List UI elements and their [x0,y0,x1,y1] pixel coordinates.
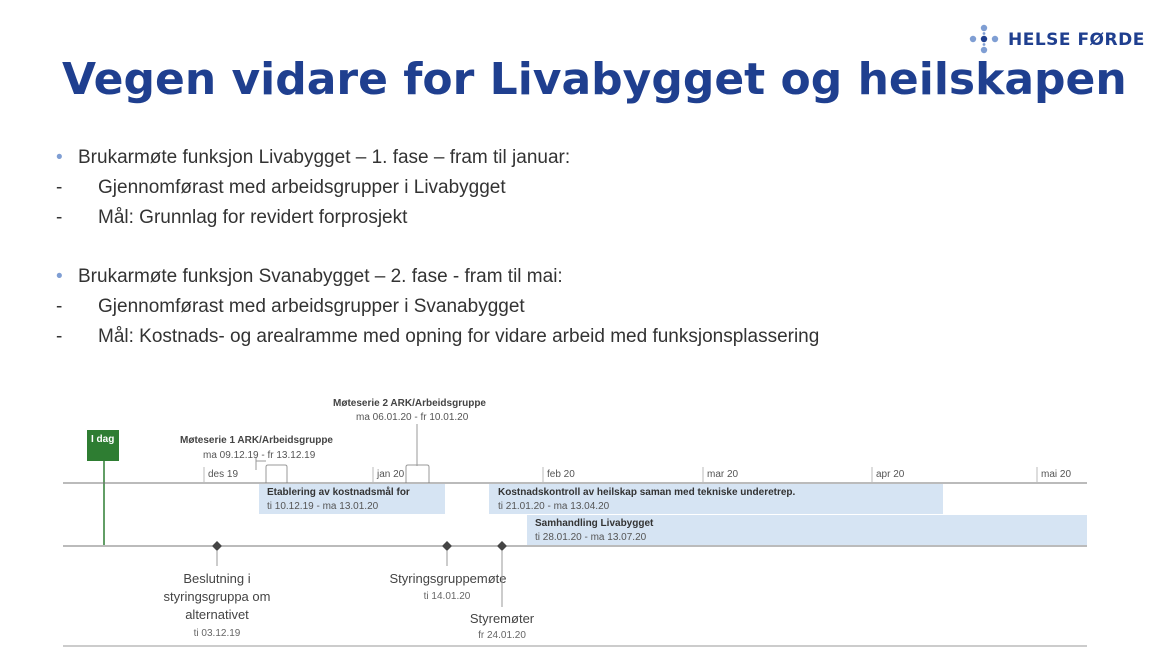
month-label: mar 20 [707,469,739,480]
list-item: - Gjennomførast med arbeidsgrupper i Svanabygget [56,296,525,317]
callout-moteserie-1 [180,435,333,483]
milestone-date: fr 24.01.20 [478,630,526,641]
section-heading: • Brukarmøte funksjon Livabygget – 1. fase – fram til januar: [56,143,570,173]
list-item: - Mål: Grunnlag for revidert forprosjekt [56,207,408,228]
month-label: jan 20 [377,469,405,480]
helse-forde-logo [968,22,1145,58]
task-title: Kostnadskontroll av heilskap saman med tekniske underetrep. [498,487,796,498]
callout-title: Møteserie 1 ARK/Arbeidsgruppe [180,435,333,446]
milestone-label: alternativet [185,607,249,622]
task-dates: ti 28.01.20 - ma 13.07.20 [535,532,647,543]
milestone-beslutning [164,541,271,639]
month-label: mai 20 [1041,469,1072,480]
section-phase-1 [56,143,570,233]
task-title: Etablering av kostnadsmål for [267,487,410,498]
task-etablering [259,484,445,514]
diamond-icon [212,541,222,551]
milestone-label: Styringsgruppemøte [389,571,507,586]
month-axis [63,467,1087,483]
callout-dates: ma 06.01.20 - fr 10.01.20 [356,412,469,423]
task-samhandling [527,515,1087,545]
milestone-label: Styremøter [469,611,535,626]
callout-dates: ma 09.12.19 - fr 13.12.19 [203,450,316,461]
milestone-styremoter [470,541,535,641]
milestone-date: ti 14.01.20 [423,591,471,602]
today-marker [87,430,119,545]
callout-title: Møteserie 2 ARK/Arbeidsgruppe [333,398,486,409]
month-label: des 19 [208,469,239,480]
section-heading: • Brukarmøte funksjon Svanabygget – 2. fase - fram til mai: [56,262,819,292]
task-kostnadskontroll [489,484,943,514]
list-item: - Mål: Kostnads- og arealramme med opning for vidare arbeid med funksjonsplassering [56,326,820,347]
bullet-icon: • [56,147,63,168]
task-title: Samhandling Livabygget [535,518,654,529]
task-dates: ti 10.12.19 - ma 13.01.20 [267,501,379,512]
month-label: feb 20 [547,469,575,480]
page-title: Vegen vidare for Livabygget og heilskapen [62,54,1127,105]
milestone-date: ti 03.12.19 [193,628,241,639]
milestone-label: styringsgruppa om [163,589,271,604]
today-label: I dag [91,434,115,445]
section-phase-2 [56,262,819,352]
timeline-svg [0,380,1152,648]
month-label: apr 20 [876,469,905,480]
milestone-styringsgruppemote [389,541,506,602]
bullet-icon: • [56,266,63,287]
callout-moteserie-2 [333,398,486,483]
cross-dots-icon [968,22,1008,58]
milestone-label: Beslutning i [183,571,251,586]
diamond-icon [442,541,452,551]
logo-text: HELSE FØRDE [1008,30,1145,50]
list-item: - Gjennomførast med arbeidsgrupper i Livabygget [56,177,506,198]
project-timeline [0,380,1152,648]
task-dates: ti 21.01.20 - ma 13.04.20 [498,501,610,512]
diamond-icon [497,541,507,551]
